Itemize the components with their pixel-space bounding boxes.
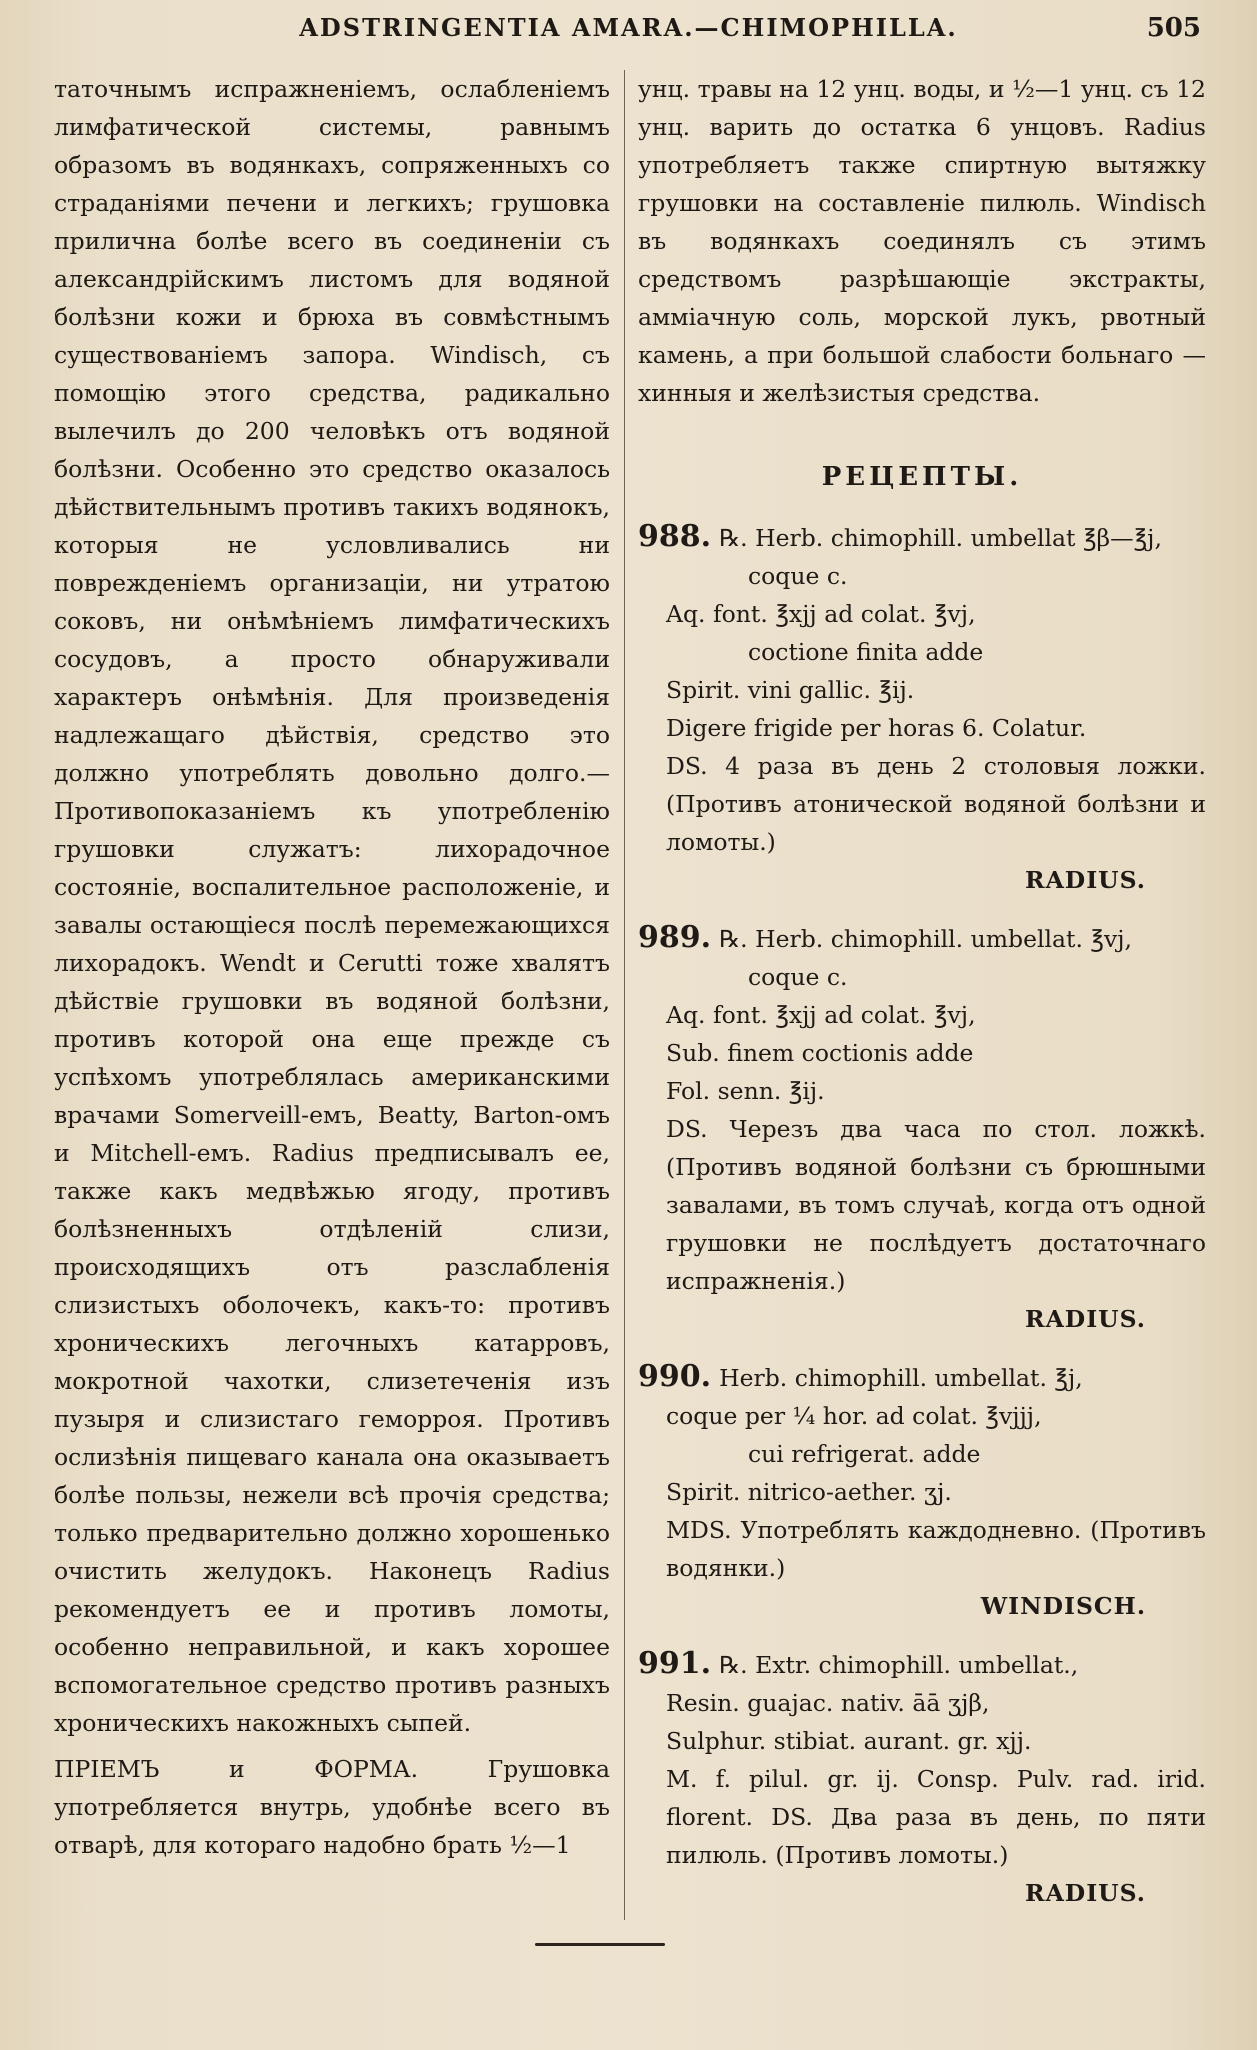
recipe-line: Aq. font. ℥xjj ad colat. ℥vj, (666, 600, 976, 628)
recipe-author: RADIUS. (1025, 1879, 1146, 1907)
recipe-line: Sub. finem coctionis adde (666, 1039, 974, 1067)
recipe-line: Herb. chimophill. umbellat. ℥j, (719, 1364, 1083, 1392)
recipe-line: coque c. (748, 562, 848, 590)
body-paragraph: таточнымъ испражненіемъ, ослабленіемъ лимфатической системы, равнымъ образомъ въ водянкахъ, сопряженныхъ со страданіями печени и легкихъ; грушовка прилична болѣе всего въ соединеніи съ александрійскимъ листомъ для водяной болѣзни кожи и брюха въ совмѣстнымъ существованіемъ запора. Windisch, съ помощію этого средства, радикально вылечилъ до 200 человѣкъ отъ водяной болѣзни. Особенно это средство оказалось дѣйствительнымъ противъ такихъ водянокъ, которыя не условливались ни поврежденіемъ организаціи, ни утратою соковъ, ни онѣмѣніемъ лимфатическихъ сосудовъ, а просто обнаруживали характеръ онѣмѣнія. Для произведенія надлежащаго дѣйствія, средство это должно употреблять довольно долго.—Противопоказаніемъ къ употребленію грушовки служатъ: лихорадочное состояніе, воспалительное расположеніе, и завалы остающіеся послѣ перемежающихся лихорадокъ. Wendt и Cerutti тоже хвалятъ дѣйствіе грушовки въ водяной болѣзни, противъ которой она еще прежде съ успѣхомъ употреблялась американскими врачами Somerveill-емъ, Beatty, Barton-омъ и Mitchell-емъ. Radius предписывалъ ее, также какъ медвѣжью ягоду, противъ болѣзненныхъ отдѣленій слизи, происходящихъ отъ разслабленія слизистыхъ оболочекъ, какъ-то: противъ хроническихъ легочныхъ катарровъ, мокротной чахотки, слизетеченія изъ пузыря и слизистаго геморроя. Противъ ослизѣнія пищеваго канала она оказываетъ болѣе пользы, нежели всѣ прочія средства; только предварительно должно хорошенько очистить желудокъ. Наконецъ Radius рекомендуетъ ее и противъ ломоты, особенно неправильной, и какъ хорошее вспомогательное средство противъ разныхъ хроническихъ накожныхъ сыпей. (54, 75, 610, 1737)
page-header (56, 8, 1201, 48)
recipe-line: Spirit. nitrico-aether. ʒj. (666, 1478, 952, 1506)
recipe-number: 991. (638, 1646, 712, 1681)
recipe-line: coque c. (748, 963, 848, 991)
recipe-directions: MDS. Употреблять каждодневно. (Противъ водянки.) (666, 1516, 1206, 1582)
recipe-line: Spirit. vini gallic. ℥ij. (666, 676, 915, 704)
recipe-989 (638, 919, 1206, 1338)
recipe-line: ℞. Herb. chimophill. umbellat. ℥vj, (719, 925, 1133, 953)
running-title: ADSTRINGENTIA AMARA.—CHIMOPHILLA. (299, 13, 958, 42)
recipe-author: RADIUS. (1025, 866, 1146, 894)
recipe-line: cui refrigerat. adde (748, 1440, 981, 1468)
left-column (54, 70, 610, 1864)
recipe-line: Sulphur. stibiat. aurant. gr. xjj. (666, 1727, 1032, 1755)
recipe-line: Aq. font. ℥xjj ad colat. ℥vj, (666, 1001, 976, 1029)
recipe-number: 988. (638, 519, 712, 554)
recipe-directions: M. f. pilul. gr. ij. Consp. Pulv. rad. irid. florent. DS. Два раза въ день, по пяти пилюль. (Противъ ломоты.) (666, 1765, 1206, 1869)
recipe-line: ℞. Herb. chimophill. umbellat ℥β—℥j, (719, 524, 1162, 552)
body-paragraph-continued: унц. травы на 12 унц. воды, и ½—1 унц. съ 12 унц. варить до остатка 6 унцовъ. Radius употребляетъ также спиртную вытяжку грушовки на составленіе пилюль. Windisch въ водянкахъ соединялъ съ этимъ средствомъ разрѣшающіе экстракты, амміачную соль, морской лукъ, рвотный камень, а при большой слабости больнаго — хинныя и желѣзистыя средства. (638, 75, 1206, 407)
section-title: РЕЦЕПТЫ. (821, 462, 1023, 492)
recipe-directions: DS. 4 раза въ день 2 столовыя ложки. (Противъ атонической водяной болѣзни и ломоты.) (666, 752, 1206, 856)
footer-ornament-rule (535, 1943, 665, 1946)
right-column (638, 70, 1206, 1932)
recipe-author: RADIUS. (1025, 1305, 1146, 1333)
recipe-991 (638, 1645, 1206, 1912)
recipe-number: 989. (638, 920, 712, 955)
column-divider (624, 70, 625, 1920)
dosage-paragraph: ПРІЕМЪ и ФОРМА. Грушовка употребляется внутрь, удобнѣе всего въ отварѣ, для котораго надобно брать ½—1 (54, 1755, 610, 1859)
recipe-line: Resin. guajac. nativ. āā ʒjβ, (666, 1689, 990, 1717)
recipe-line: Fol. senn. ℥ij. (666, 1077, 825, 1105)
recipe-line: coque per ¼ hor. ad colat. ℥vjjj, (666, 1402, 1042, 1430)
recipe-990 (638, 1358, 1206, 1625)
recipe-author: WINDISCH. (980, 1592, 1146, 1620)
recipe-988 (638, 518, 1206, 899)
recipe-directions: DS. Черезъ два часа по стол. ложкѣ. (Противъ водяной болѣзни съ брюшными завалами, въ томъ случаѣ, когда отъ одной грушовки не послѣдуетъ достаточнаго испражненія.) (666, 1115, 1206, 1295)
recipe-line: Digere frigide per horas 6. Colatur. (666, 714, 1087, 742)
page-number: 505 (1146, 13, 1201, 43)
recipe-line: coctione finita adde (748, 638, 984, 666)
recipe-number: 990. (638, 1359, 712, 1394)
recipe-line: ℞. Extr. chimophill. umbellat., (719, 1651, 1079, 1679)
